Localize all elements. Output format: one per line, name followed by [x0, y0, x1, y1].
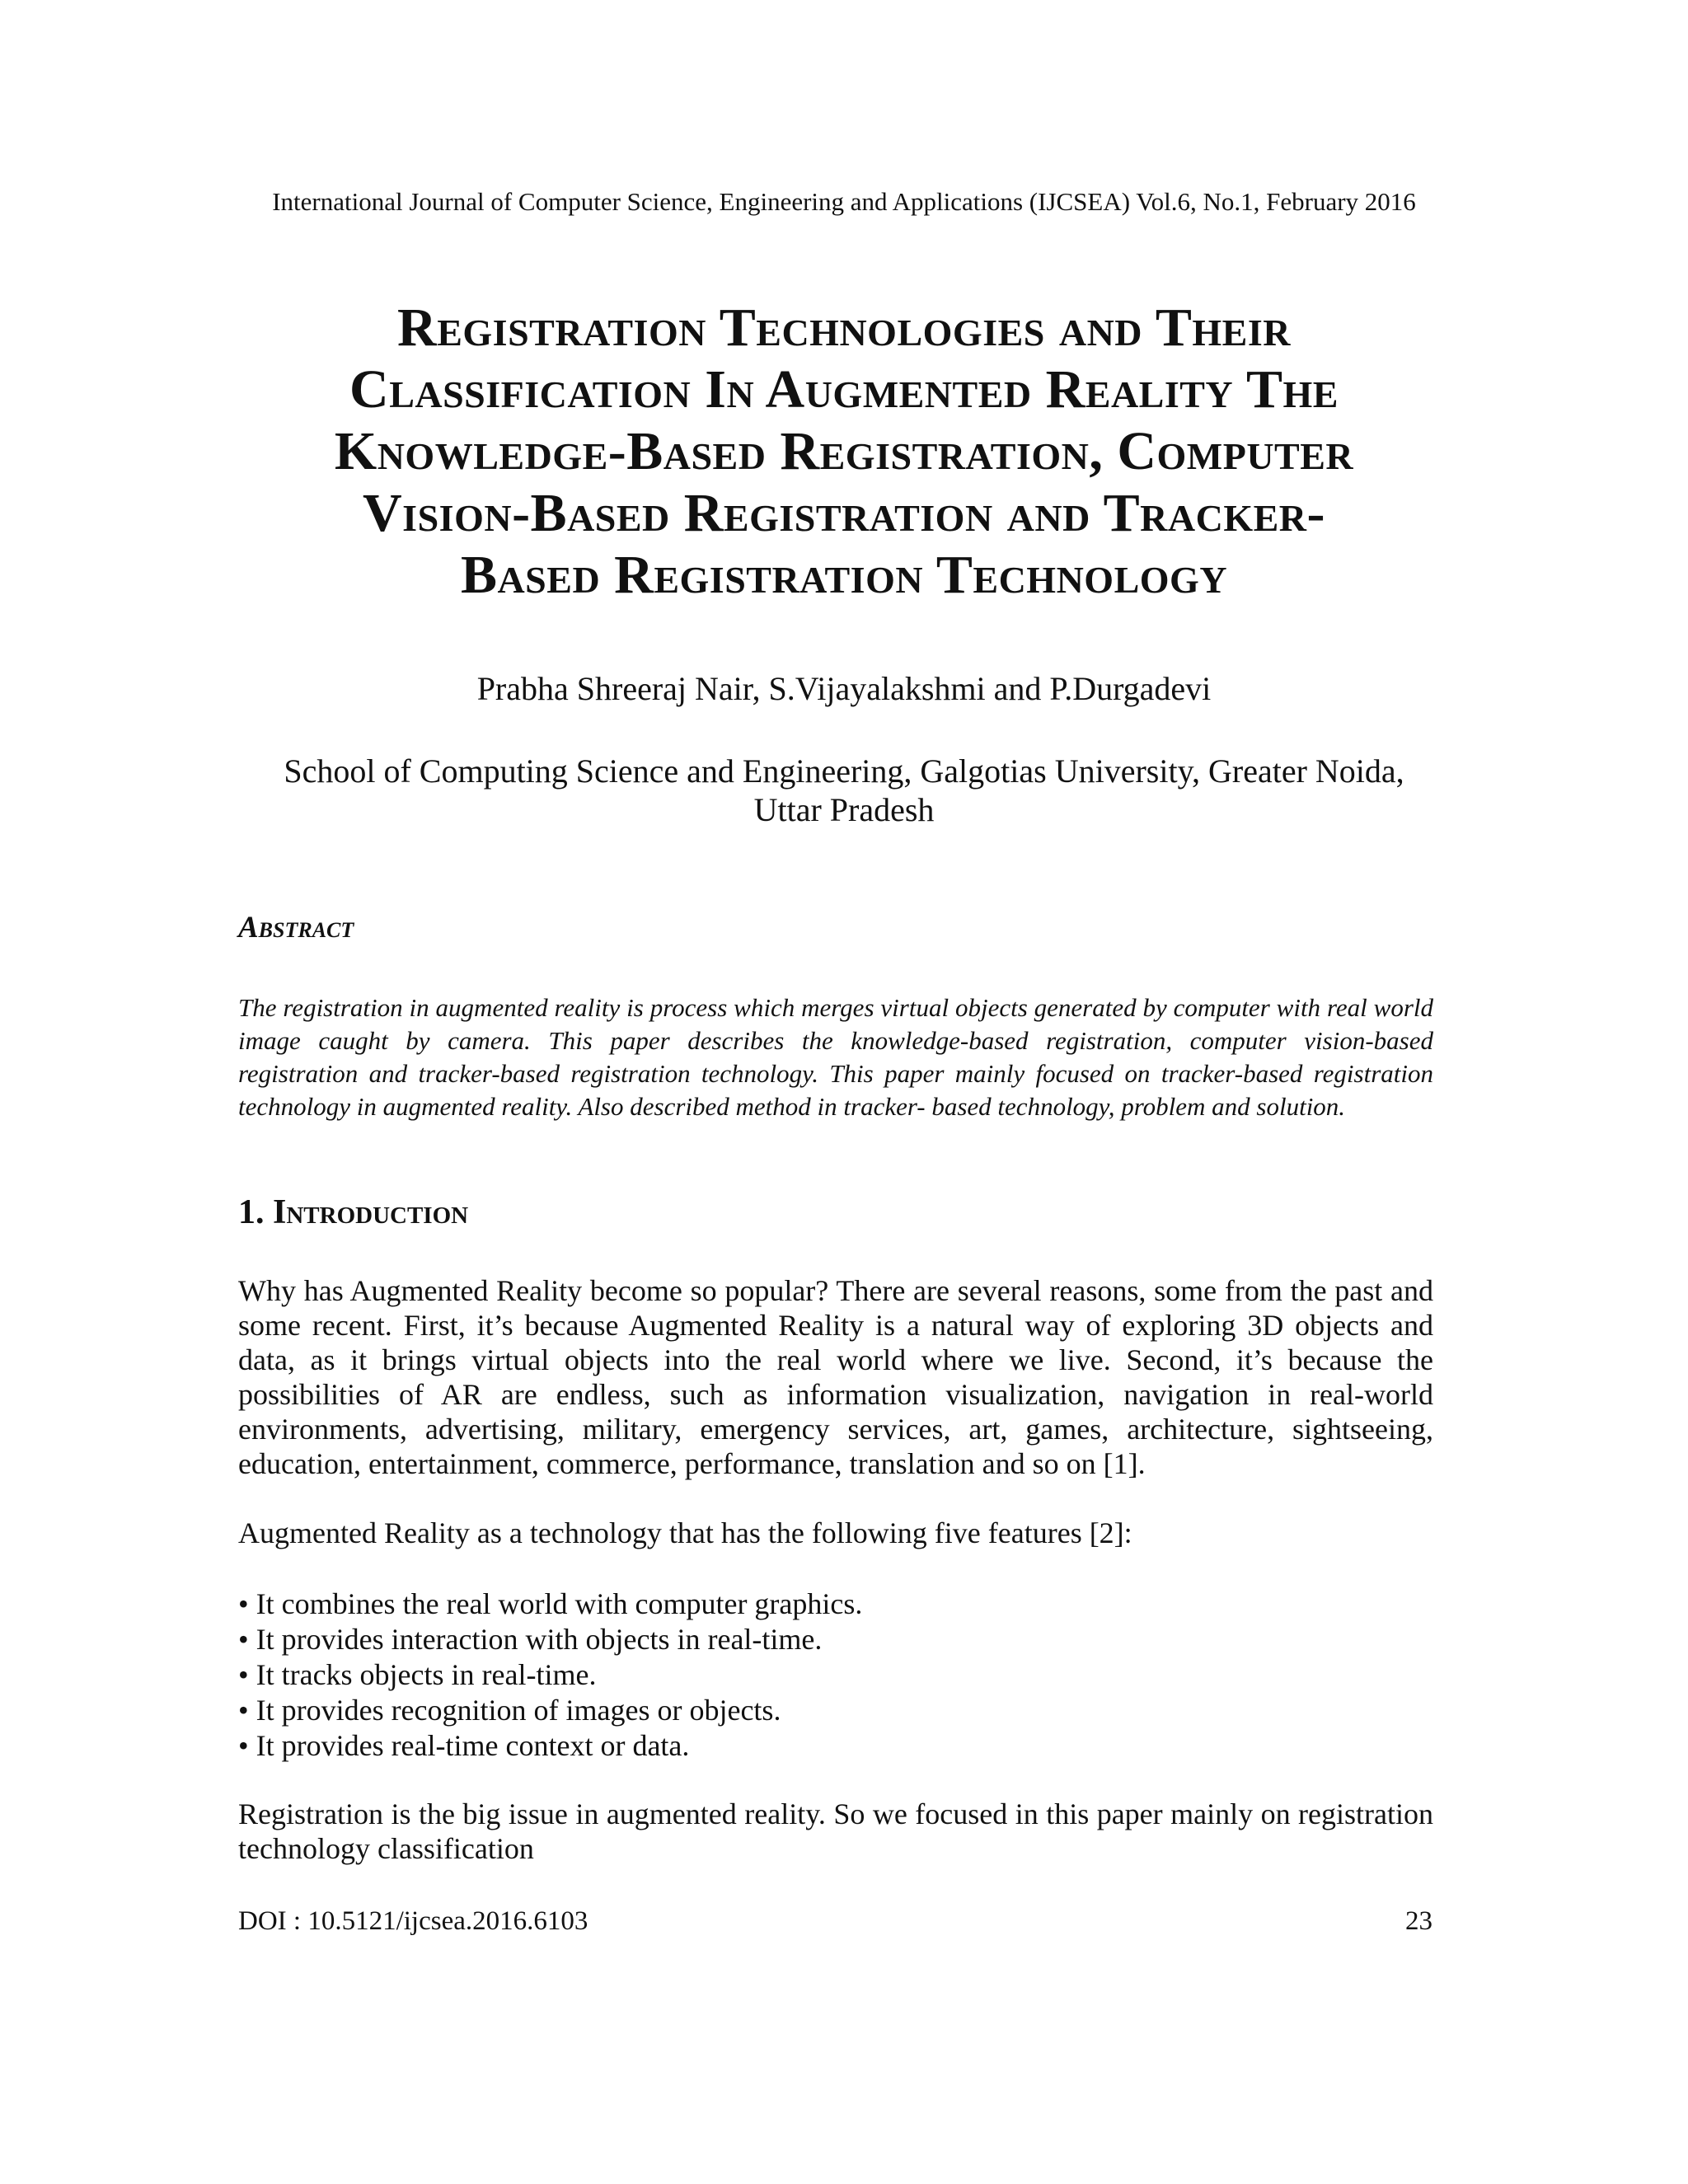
list-item: • It combines the real world with computer graphics.: [238, 1587, 863, 1620]
list-item: • It provides interaction with objects in real-time.: [238, 1623, 823, 1656]
list-item: • It provides recognition of images or objects.: [238, 1694, 781, 1727]
list-item: • It tracks objects in real-time.: [238, 1658, 597, 1691]
journal-header: International Journal of Computer Science, Engineering and Applications (IJCSEA) Vol.6, No.1, February 2016: [272, 187, 1416, 216]
title-line: Knowledge-Based Registration, Computer: [334, 421, 1354, 481]
affiliation-line: School of Computing Science and Engineering, Galgotias University, Greater Noida,: [284, 752, 1404, 790]
affiliation-line: Uttar Pradesh: [753, 791, 935, 828]
doi: DOI : 10.5121/ijcsea.2016.6103: [238, 1906, 588, 1936]
title-line: Registration Technologies and Their: [397, 298, 1291, 358]
title-line: Vision-Based Registration and Tracker-: [363, 483, 1325, 543]
abstract-text: The registration in augmented reality is process which merges virtual objects generated by computer with real world image caught by camera. This paper describes the knowledge-based registration, computer vision-based registration and tracker-based registration technology. This paper mainly focused on tracker-based registration technology in augmented reality. Also described method in tracker- based technology, problem and solution.: [238, 993, 1433, 1121]
list-item: • It provides real-time context or data.: [238, 1729, 690, 1762]
page-number: 23: [1405, 1906, 1432, 1936]
title-line: Based Registration Technology: [460, 545, 1228, 605]
intro-paragraph-3: Registration is the big issue in augmented reality. So we focused in this paper mainly on registration technology classification: [238, 1797, 1433, 1865]
affiliation: [0, 752, 1688, 829]
intro-paragraph-2: Augmented Reality as a technology that has the following five features [2]:: [238, 1516, 1132, 1549]
introduction-heading: 1. Introduction: [238, 1193, 469, 1231]
intro-paragraph-1: Why has Augmented Reality become so popular? There are several reasons, some from the past and some recent. First, it’s because Augmented Reality is a natural way of exploring 3D objects and data, as it brings virtual objects into the real world where we live. Second, it’s because the possibilities of AR are endless, such as information visualization, navigation in real-world environments, advertising, military, emergency services, art, games, architecture, sightseeing, education, entertainment, commerce, performance, translation and so on [1].: [238, 1274, 1433, 1480]
title-line: Classification In Augmented Reality The: [349, 359, 1339, 419]
paper-title: [198, 297, 1490, 606]
feature-list: [238, 1586, 1433, 1764]
abstract-heading: Abstract: [238, 911, 354, 944]
authors: Prabha Shreeraj Nair, S.Vijayalakshmi and P.Durgadevi: [476, 670, 1212, 707]
